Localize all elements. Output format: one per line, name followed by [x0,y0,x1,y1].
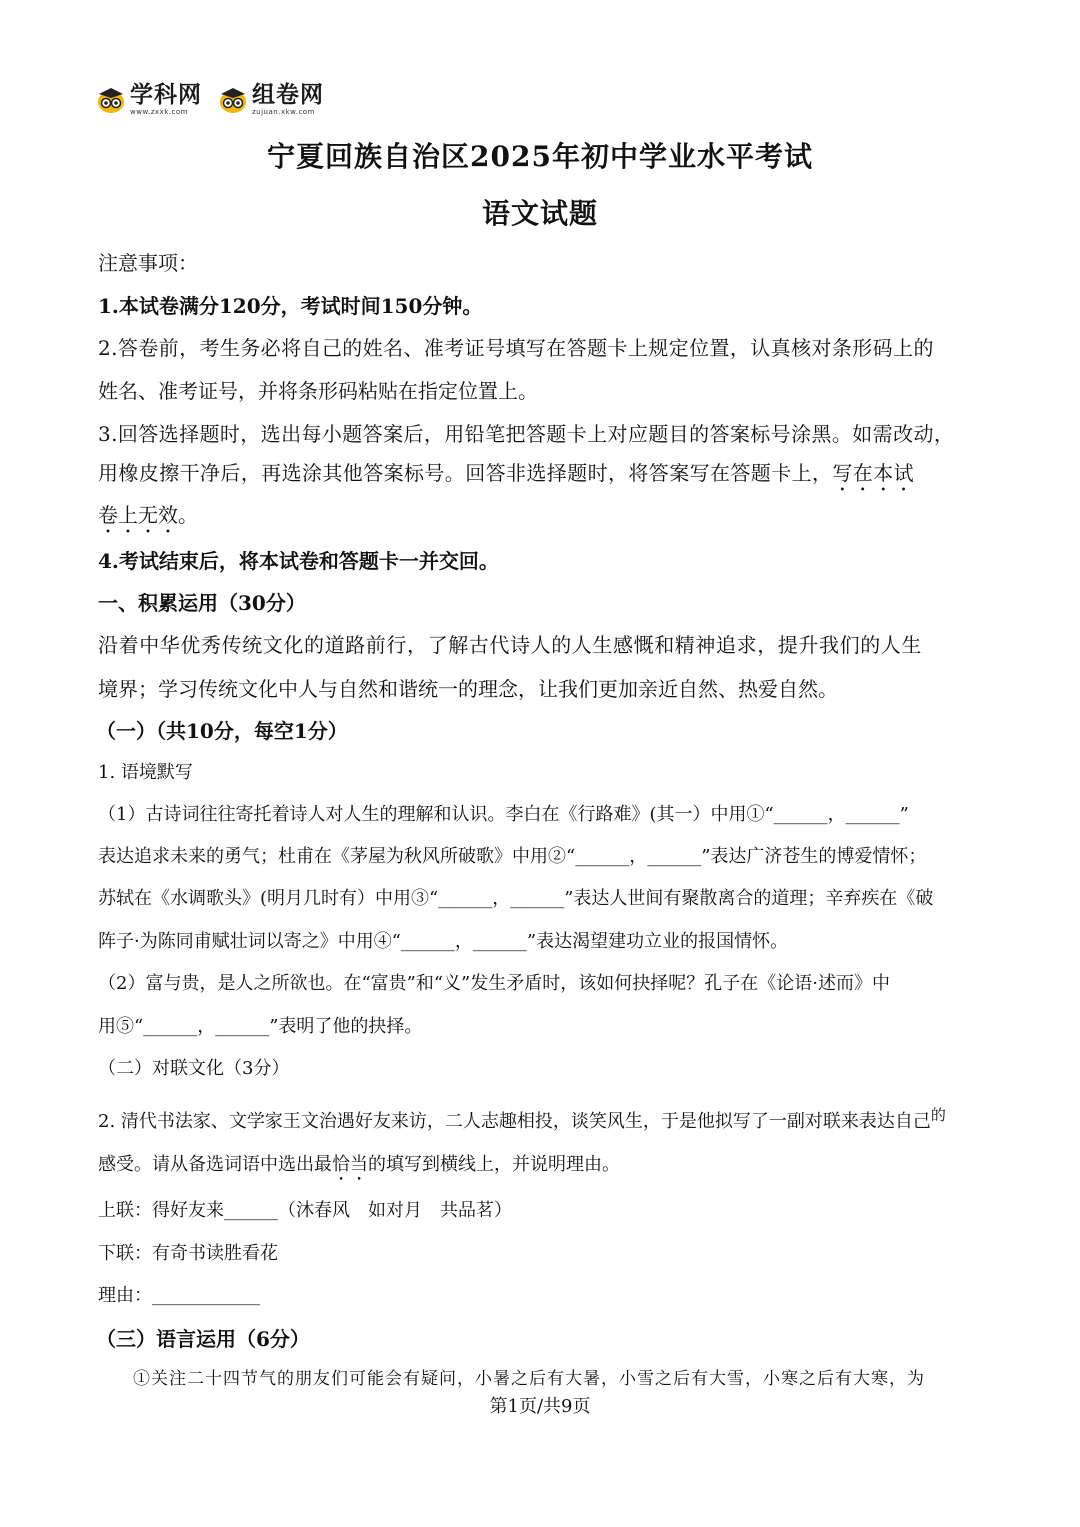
question-line [98,1104,946,1133]
question-text: 的 [930,1106,946,1124]
part-heading: （二）对联文化（3分） [98,1058,290,1079]
section-intro: 境界；学习传统文化中人与自然和谐统一的理念，让我们更加亲近自然、热爱自然。 [98,677,838,701]
emphasis-text: 恰当 [332,1154,368,1175]
logo-name: 学科网 [130,82,202,108]
part-heading: （一）（共10分，每空1分） [96,719,348,743]
notice-item: 姓名、准考证号，并将条形码粘贴在指定位置上。 [98,379,538,403]
logo-url: zujuan.xkw.com [252,108,315,116]
logo-zujuanwang [218,84,324,116]
exam-subtitle: 语文试题 [481,197,598,230]
page-number: 第1页/共9页 [489,1396,591,1417]
owl-logo-icon [218,85,248,115]
reason-line: 理由：____________ [98,1285,260,1306]
question-line: （2）富与贵，是人之所欲也。在“富贵”和“义”发生矛盾时，该如何抉择呢？孔子在《论语·述而》中 [98,973,890,994]
header-logos [96,80,340,120]
question-title: 1. 语境默写 [98,762,193,783]
notice-text: 。 [178,503,198,527]
section-intro: 沿着中华优秀传统文化的道路前行，了解古代诗人的人生感慨和精神追求，提升我们的人生 [98,633,922,657]
logo-name: 组卷网 [252,82,324,108]
part-heading: （三）语言运用（6分） [96,1327,310,1351]
notice-item: 2.答卷前，考生务必将自己的姓名、准考证号填写在答题卡上规定位置，认真核对条形码上的 [98,336,934,360]
exam-title: 宁夏回族自治区2025年初中学业水平考试 [267,140,813,173]
question-line: 用⑤“______，______”表明了他的抉择。 [98,1016,423,1037]
question-text: 2. 清代书法家、文学家王文治遇好友来访，二人志趣相投，谈笑风生，于是他拟写了一副对联来表达自己 [98,1111,931,1132]
logo-url: www.zxxk.com [130,108,188,116]
notice-item: 1.本试卷满分120分，考试时间150分钟。 [98,294,483,318]
couplet-upper: 上联：得好友来______（沐春风 如对月 共品茗） [98,1200,512,1221]
notice-item: 3.回答选择题时，选出每小题答案后，用铅笔把答题卡上对应题目的答案标号涂黑。如需改动， [98,422,955,446]
emphasis-text: 卷上无效 [98,503,178,527]
section-heading: 一、积累运用（30分） [98,591,306,615]
question-line: 苏轼在《水调歌头》(明月几时有）中用③“______，______”表达人世间有聚散离合的道理；辛弃疾在《破 [98,888,934,909]
owl-logo-icon [96,85,126,115]
question-text: 的填写到横线上，并说明理由。 [368,1154,620,1175]
question-line: ①关注二十四节气的朋友们可能会有疑问，小暑之后有大暑，小雪之后有大雪，小寒之后有大寒，为 [133,1369,925,1389]
notice-text: 用橡皮擦干净后，再选涂其他答案标号。回答非选择题时，将答案写在答题卡上， [98,461,833,485]
emphasis-text: 写在本试 [832,461,915,485]
notice-heading: 注意事项： [98,251,198,275]
notice-item [98,499,198,538]
question-line [98,1150,620,1185]
question-text: 感受。请从备选词语中选出最 [98,1154,332,1175]
question-line: 阵子·为陈同甫赋壮词以寄之》中用④“______，______”表达渴望建功立业的报国情怀。 [98,931,789,952]
notice-item [98,457,914,496]
question-line: 表达追求未来的勇气；杜甫在《茅屋为秋风所破歌》中用②“______，______”表达广济苍生的博爱情怀； [98,846,927,867]
logo-xuekewang [96,84,202,116]
question-line: （1）古诗词往往寄托着诗人对人生的理解和认识。李白在《行路难》(其一）中用①“______，______” [98,804,909,825]
couplet-lower: 下联：有奇书读胜看花 [98,1243,278,1264]
notice-item: 4.考试结束后，将本试卷和答题卡一并交回。 [98,549,499,573]
